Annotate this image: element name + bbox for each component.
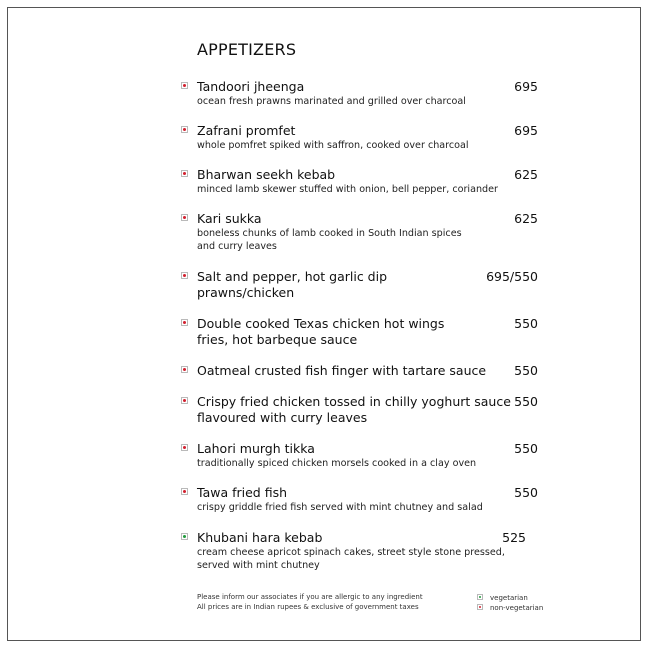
non-vegetarian-icon — [181, 319, 188, 326]
non-vegetarian-icon — [181, 170, 188, 177]
allergy-note: Please inform our associates if you are allergic to any ingredient — [197, 593, 423, 601]
dish-price: 525 — [502, 530, 526, 545]
non-vegetarian-icon — [181, 82, 188, 89]
dish-description: boneless chunks of lamb cooked in South Indian spices and curry leaves — [197, 228, 462, 252]
dish-name: Zafrani promfet — [197, 123, 296, 138]
dish-price: 695 — [514, 79, 538, 94]
non-vegetarian-icon — [181, 397, 188, 404]
legend-non-vegetarian — [477, 603, 543, 613]
footer-notes — [197, 592, 423, 612]
dish-price: 695/550 — [486, 269, 538, 284]
dish-description: traditionally spiced chicken morsels cooked in a clay oven — [197, 458, 477, 469]
dish-price: 550 — [514, 394, 538, 409]
dish-description: ocean fresh prawns marinated and grilled over charcoal — [197, 96, 466, 107]
section-title: APPETIZERS — [197, 40, 297, 59]
dish-name: Oatmeal crusted fish finger with tartare sauce — [197, 363, 487, 378]
legend-non-vegetarian-label: non-vegetarian — [490, 604, 544, 612]
non-vegetarian-icon — [181, 444, 188, 451]
dish-name: Crispy fried chicken tossed in chilly yoghurt sauce flavoured with curry leaves — [197, 394, 511, 425]
dish-name: Salt and pepper, hot garlic dip prawns/chicken — [197, 269, 388, 300]
vegetarian-icon — [477, 594, 483, 600]
dish-name: Tawa fried fish — [197, 485, 288, 500]
non-vegetarian-icon — [477, 604, 483, 610]
non-vegetarian-icon — [181, 366, 188, 373]
dish-description: minced lamb skewer stuffed with onion, bell pepper, coriander — [197, 184, 498, 195]
dish-price: 625 — [514, 211, 538, 226]
legend-vegetarian — [477, 593, 543, 603]
non-vegetarian-icon — [181, 488, 188, 495]
dish-description: whole pomfret spiked with saffron, cooked over charcoal — [197, 140, 469, 151]
price-note: All prices are in Indian rupees & exclusive of government taxes — [197, 603, 419, 611]
non-vegetarian-icon — [181, 272, 188, 279]
dish-name: Double cooked Texas chicken hot wings fries, hot barbeque sauce — [197, 316, 445, 347]
dish-name: Tandoori jheenga — [197, 79, 305, 94]
dish-name: Lahori murgh tikka — [197, 441, 315, 456]
dish-name: Bharwan seekh kebab — [197, 167, 336, 182]
dish-name: Kari sukka — [197, 211, 262, 226]
dish-price: 625 — [514, 167, 538, 182]
dish-description: crispy griddle fried fish served with mint chutney and salad — [197, 502, 483, 513]
non-vegetarian-icon — [181, 214, 188, 221]
dietary-legend — [477, 593, 543, 613]
dish-price: 550 — [514, 316, 538, 331]
non-vegetarian-icon — [181, 126, 188, 133]
dish-price: 695 — [514, 123, 538, 138]
dish-price: 550 — [514, 363, 538, 378]
dish-price: 550 — [514, 485, 538, 500]
legend-vegetarian-label: vegetarian — [490, 594, 528, 602]
dish-price: 550 — [514, 441, 538, 456]
dish-description: cream cheese apricot spinach cakes, street style stone pressed, served with mint chutney — [197, 547, 505, 571]
dish-name: Khubani hara kebab — [197, 530, 323, 545]
vegetarian-icon — [181, 533, 188, 540]
